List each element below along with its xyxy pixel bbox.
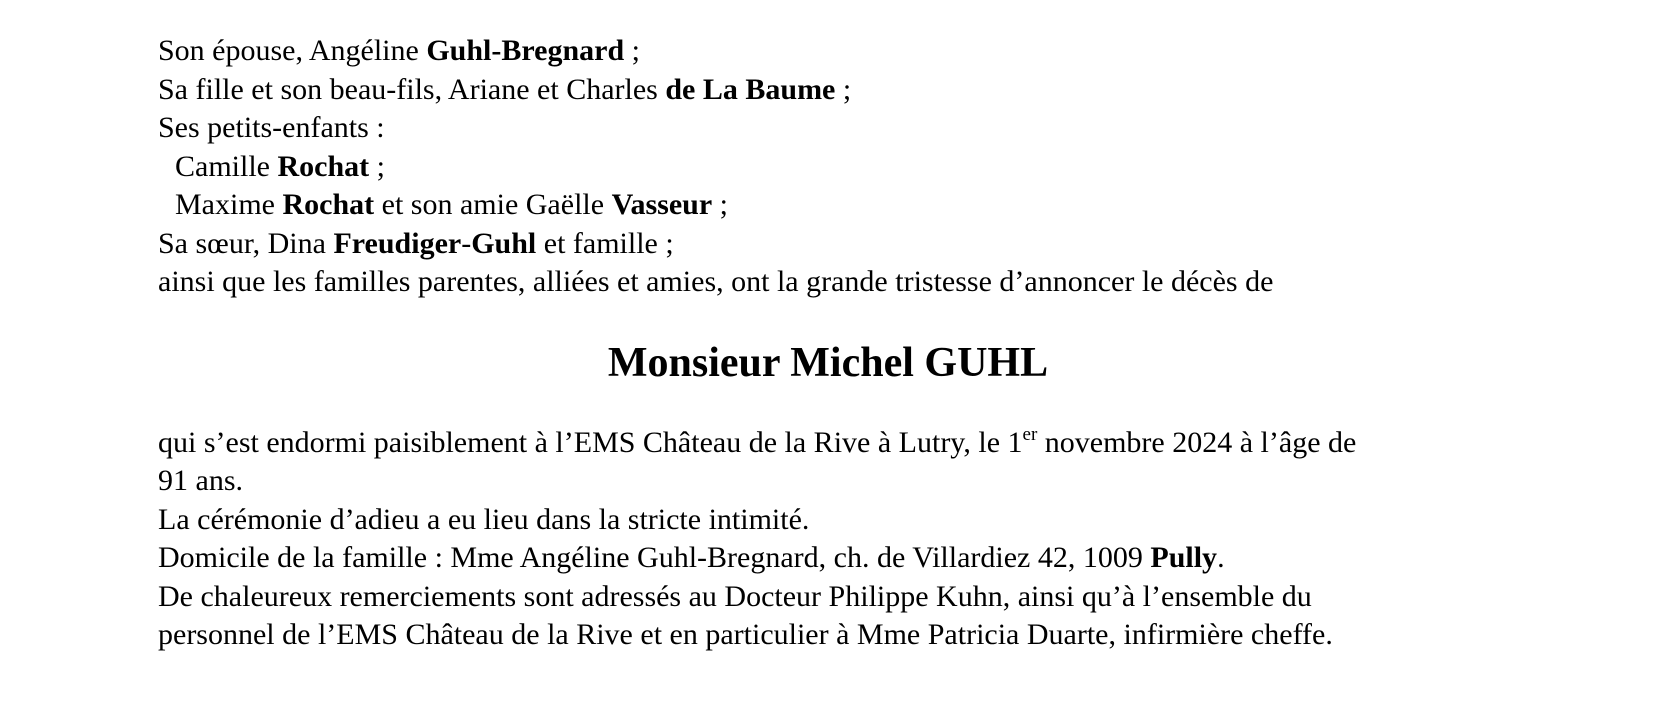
grandchild-line-1 [158,148,1558,187]
sister-prefix: Sa sœur, Dina [158,226,334,260]
daughter-line [158,71,1558,110]
death-details-part2: novembre 2024 à l’âge de [1037,425,1357,459]
grandchild-line-2 [158,186,1558,225]
sister-line [158,225,1558,264]
spouse-suffix: ; [624,34,640,67]
death-date-superscript: er [1022,423,1038,445]
sister-name-2: Guhl [471,226,537,260]
grandchild2-partner-name: Vasseur [611,188,713,221]
grandchild1-name: Rochat [277,149,370,183]
grandchild2-name: Rochat [282,188,375,221]
death-details-part1: qui s’est endormi paisiblement à l’EMS Château de la Rive à Lutry, le 1 [158,425,1023,459]
grandchild2-suffix: ; [712,188,728,221]
grandchild2-prefix: Maxime [175,188,283,221]
spouse-prefix: Son épouse, Angéline [158,34,427,67]
grandchild1-suffix: ; [369,149,385,183]
grandchildren-label: Ses petits-enfants : [158,111,385,144]
sister-suffix: et famille ; [536,226,674,260]
domicile-city: Pully [1150,541,1218,574]
sister-name-1: Freudiger [333,226,462,260]
daughter-prefix: Sa fille et son beau-fils, Ariane et Charles [158,72,666,106]
grandchild1-prefix: Camille [175,149,278,183]
ceremony-line: La cérémonie d’adieu a eu lieu dans la stricte intimité. [158,502,810,536]
deceased-title: Monsieur Michel GUHL [607,339,1049,386]
spouse-line [158,32,1558,71]
announcement-line: ainsi que les familles parentes, alliées et amies, ont la grande tristesse d’annoncer le décès de [158,265,1274,298]
grandchild2-middle: et son amie Gaëlle [374,188,612,221]
age-line: 91 ans. [158,464,243,497]
domicile-suffix: . [1217,541,1225,574]
sister-name-separator: - [461,226,472,260]
thanks-line-2: personnel de l’EMS Château de la Rive et en particulier à Mme Patricia Duarte, infirmière cheffe. [158,618,1333,651]
daughter-suffix: ; [835,72,852,106]
obituary-notice [158,32,1558,655]
domicile-prefix: Domicile de la famille : Mme Angéline Guhl-Bregnard, ch. de Villardiez 42, 1009 [158,541,1151,574]
daughter-name: de La Baume [665,72,836,106]
spouse-name: Guhl-Bregnard [426,34,625,67]
death-details-line [158,424,1558,463]
thanks-line-1: De chaleureux remerciements sont adressés au Docteur Philippe Kuhn, ainsi qu’à l’ensemble du [158,579,1312,613]
domicile-line [158,539,1558,578]
